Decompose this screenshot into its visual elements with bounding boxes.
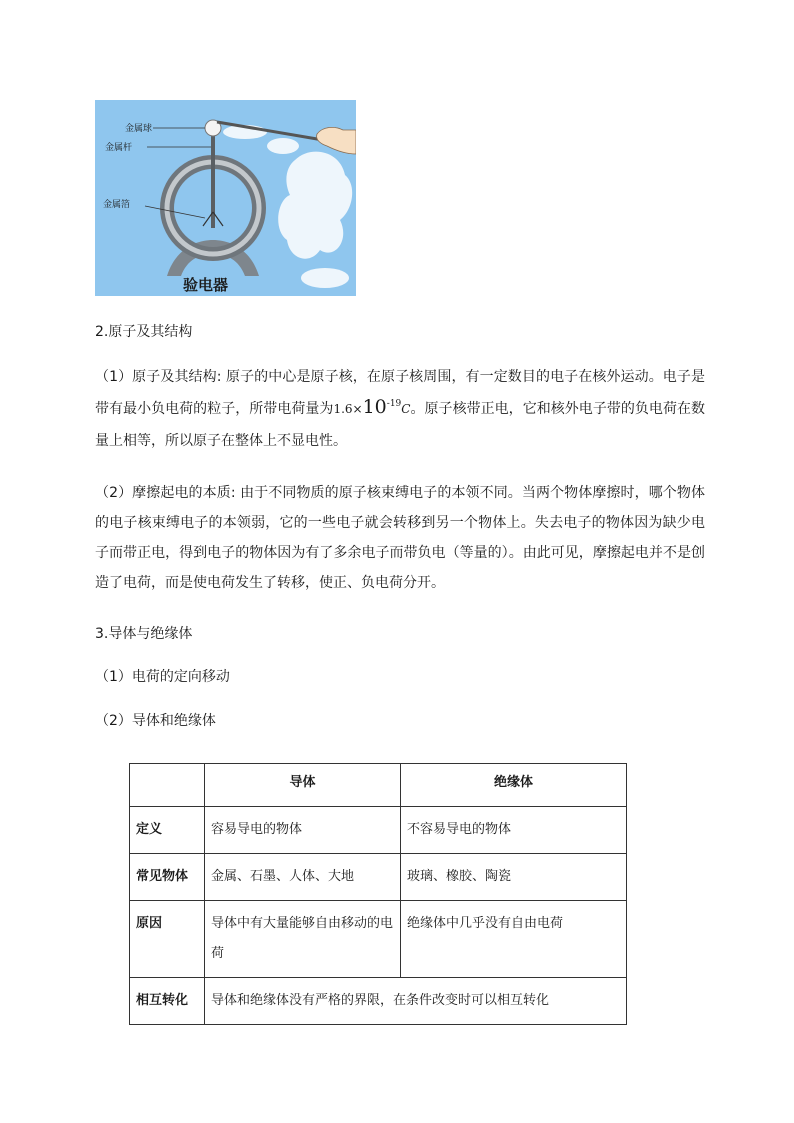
cell-conductor: 金属、石墨、人体、大地 [205,854,401,901]
charge-exponent: -19 [386,399,402,409]
table-row [130,807,627,854]
table-row [130,854,627,901]
cell-insulator: 绝缘体中几乎没有自由电荷 [401,901,627,978]
paragraph-friction-charging: （2）摩擦起电的本质: 由于不同物质的原子核束缚电子的本领不同。当两个物体摩擦时，哪个物体的电子核束缚电子的本领弱，它的一些电子就会转移到另一个物体上。失去电子的物体因为缺少电子而带正电，得到电子的物体因为有了多余电子而带负电（等量的）。由此可见，摩擦起电并不是创造了电荷，而是使电荷发生了转移，使正、负电荷分开。 [95,485,705,591]
electroscope-figure [95,100,356,296]
row-label: 定义 [130,807,205,854]
cell-conductor: 导体中有大量能够自由移动的电荷 [205,901,401,978]
section-heading-conductor: 3.导体与绝缘体 [95,626,193,642]
paragraph-atom-text-a: （1）原子及其结构: 原子的中心是原子核，在原子核周围，有一定数目的电子在核外运动。电子是带有最小负电荷的粒子，所带电荷量为 [95,369,705,417]
table-header-insulator: 绝缘体 [401,764,627,807]
paragraph-atom-text-b: 。原子核带正电，它和核外电子带的负电荷在数量上相等，所以原子在整体上不显电性。 [95,401,706,449]
paragraph-atom-structure [95,362,705,456]
table-header-blank [130,764,205,807]
comparison-table [129,763,627,1025]
item-conductor-insulator: （2）导体和绝缘体 [95,713,216,729]
cell-insulator: 不容易导电的物体 [401,807,627,854]
charge-unit: C [401,402,411,416]
table-row [130,978,627,1025]
label-foil: 金属箔 [103,200,131,210]
table-header-conductor: 导体 [205,764,401,807]
item-directional-movement: （1）电荷的定向移动 [95,669,230,685]
row-label: 常见物体 [130,854,205,901]
label-ball: 金属球 [125,124,153,134]
electroscope-illustration [95,100,356,296]
row-label: 相互转化 [130,978,205,1025]
figure-caption: 验电器 [183,276,229,294]
label-rod: 金属杆 [105,143,133,153]
cell-insulator: 玻璃、橡胶、陶瓷 [401,854,627,901]
cell-merged: 导体和绝缘体没有严格的界限，在条件改变时可以相互转化 [205,978,627,1025]
table-header-row [130,764,627,807]
table-row [130,901,627,978]
cell-conductor: 容易导电的物体 [205,807,401,854]
charge-base: 10 [362,396,387,418]
row-label: 原因 [130,901,205,978]
charge-coefficient: 1.6× [333,402,363,416]
section-heading-atom: 2.原子及其结构 [95,324,193,340]
